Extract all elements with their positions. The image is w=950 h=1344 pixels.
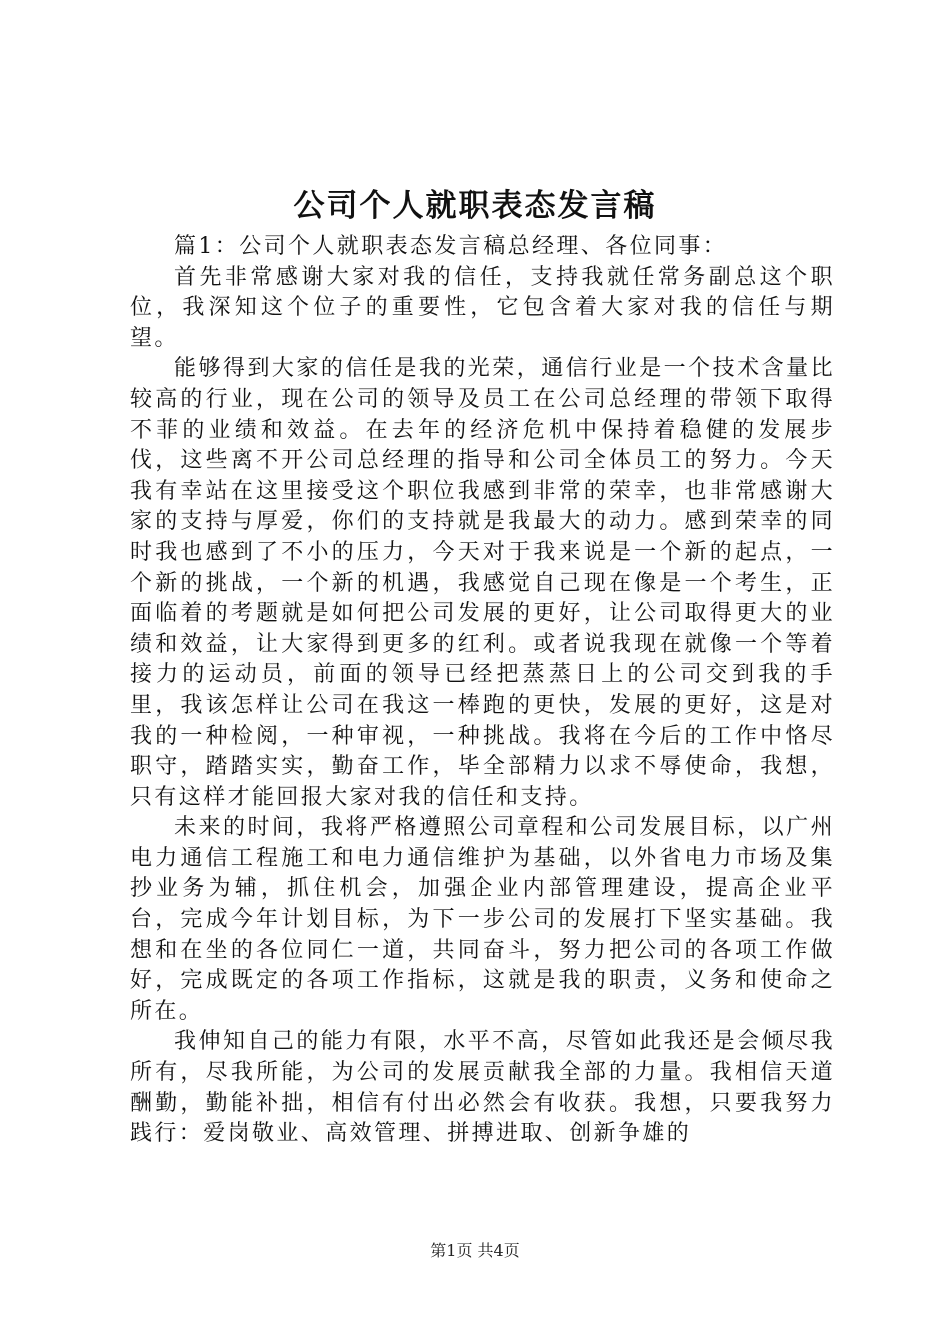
paragraph: 首先非常感谢大家对我的信任，支持我就任常务副总这个职位，我深知这个位子的重要性，它包含着大家对我的信任与期望。 xyxy=(130,264,835,351)
document-title: 公司个人就职表态发言稿 xyxy=(293,188,657,224)
document-body xyxy=(130,232,835,1150)
paragraph: 篇1：公司个人就职表态发言稿总经理、各位同事： xyxy=(174,234,728,259)
page-number-footer: 第1页 共4页 xyxy=(430,1241,520,1260)
paragraph: 未来的时间，我将严格遵照公司章程和公司发展目标，以广州电力通信工程施工和电力通信维护为基础，以外省电力市场及集抄业务为辅，抓住机会，加强企业内部管理建设，提高企业平台，完成今年计划目标，为下一步公司的发展打下坚实基础。我想和在坐的各位同仁一道，共同奋斗，努力把公司的各项工作做好，完成既定的各项工作指标，这就是我的职责，义务和使命之所在。 xyxy=(130,815,835,1024)
paragraph: 我伸知自己的能力有限，水平不高，尽管如此我还是会倾尽我所有，尽我所能，为公司的发展贡献我全部的力量。我相信天道酬勤，勤能补拙，相信有付出必然会有收获。我想，只要我努力践行：爱岗敬业、高效管理、拼搏进取、创新争雄的 xyxy=(130,1029,835,1147)
paragraph: 能够得到大家的信任是我的光荣，通信行业是一个技术含量比较高的行业，现在公司的领导及员工在公司总经理的带领下取得不菲的业绩和效益。在去年的经济危机中保持着稳健的发展步伐，这些离不开公司总经理的指导和公司全体员工的努力。今天我有幸站在这里接受这个职位我感到非常的荣幸，也非常感谢大家的支持与厚爱，你们的支持就是我最大的动力。感到荣幸的同时我也感到了不小的压力，今天对于我来说是一个新的起点，一个新的挑战，一个新的机遇，我感觉自己现在像是一个考生，正面临着的考题就是如何把公司发展的更好，让公司取得更大的业绩和效益，让大家得到更多的红利。或者说我现在就像一个等着接力的运动员，前面的领导已经把蒸蒸日上的公司交到我的手里，我该怎样让公司在我这一棒跑的更快，发展的更好，这是对我的一种检阅，一种审视，一种挑战。我将在今后的工作中恪尽职守，踏踏实实，勤奋工作，毕全部精力以求不辱使命，我想，只有这样才能回报大家对我的信任和支持。 xyxy=(130,356,835,810)
